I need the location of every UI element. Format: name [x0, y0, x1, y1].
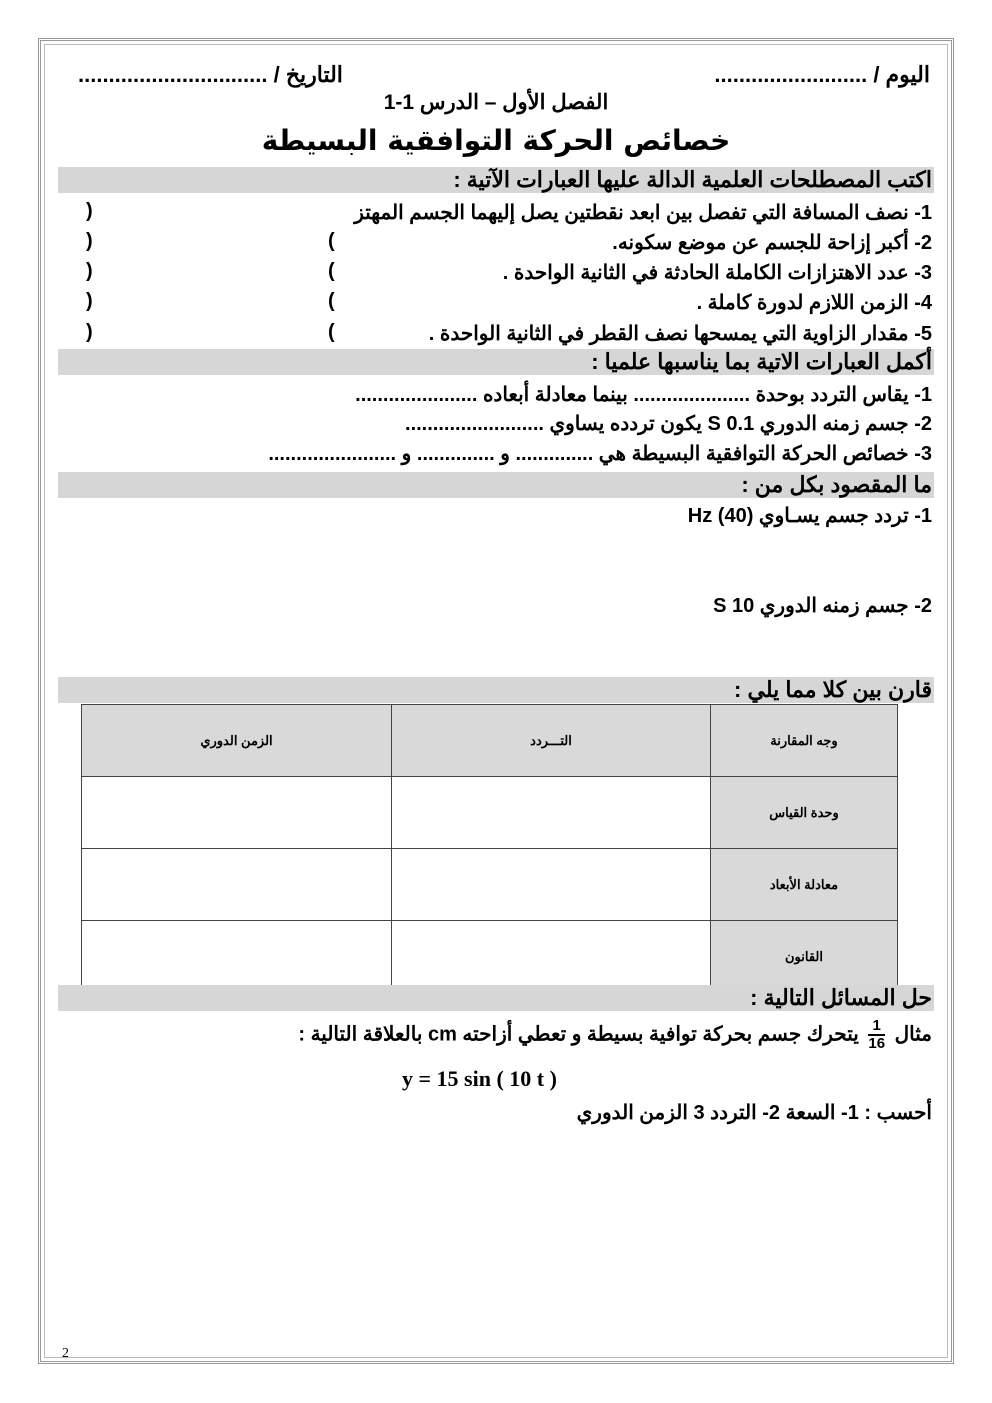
section-heading-bar [58, 985, 934, 1011]
answer-close-paren: ) [86, 321, 93, 343]
fraction-denominator: 16 [868, 1035, 886, 1052]
table-cell[interactable] [82, 921, 392, 993]
section2-heading: أكمل العبارات الاتية بما يناسبها علميا : [591, 349, 932, 374]
fraction-numerator: 1 [868, 1018, 885, 1036]
chapter-label: الفصل الأول – الدرس 1-1 [383, 91, 609, 114]
section-heading-bar [58, 167, 934, 193]
table-header: التـــردد [392, 705, 711, 777]
row-label: القانون [711, 921, 898, 993]
table-cell[interactable] [82, 849, 392, 921]
row-label: معادلة الأبعاد [711, 849, 898, 921]
answer-close-paren: ) [86, 230, 93, 252]
equation: y = 15 sin ( 10 t ) [402, 1066, 557, 1091]
page-title: خصائص الحركة التوافقية البسيطة [261, 124, 731, 157]
date-field: التاريخ / ............................... [78, 62, 343, 87]
example-label: مثال [894, 1023, 932, 1046]
list-item: 2- جسم زمنه الدوري 10 S [713, 595, 932, 617]
fraction [868, 1018, 885, 1052]
table-cell[interactable] [392, 849, 711, 921]
list-item: 1- يقاس التردد بوحدة ..................... بينما معادلة أبعاده ...................... [355, 384, 932, 406]
example-line [298, 1018, 932, 1052]
row-label: وحدة القياس [711, 777, 898, 849]
calculate-line: أحسب : 1- السعة 2- التردد 3 الزمن الدوري [576, 1102, 932, 1124]
section1-heading: اكتب المصطلحات العلمية الدالة عليها العبارات الآتية : [453, 167, 932, 192]
answer-open-paren: ( [328, 230, 335, 252]
answer-close-paren: ) [86, 290, 93, 312]
answer-open-paren: ( [328, 321, 335, 343]
section-heading-bar [58, 349, 934, 375]
example-text: يتحرك جسم بحركة توافية بسيطة و تعطي أزاحته cm بالعلاقة التالية : [298, 1023, 859, 1046]
table-cell[interactable] [392, 777, 711, 849]
table-header: وجه المقارنة [711, 705, 898, 777]
section-heading-bar [58, 677, 934, 703]
answer-open-paren: ( [328, 290, 335, 312]
table-cell[interactable] [82, 777, 392, 849]
comparison-table [81, 704, 898, 993]
day-field: اليوم / ......................... [714, 62, 930, 87]
section-heading-bar [58, 472, 934, 498]
list-item: 3- عدد الاهتزازات الكاملة الحادثة في الثانية الواحدة . [502, 262, 932, 284]
answer-open-paren: ( [328, 260, 335, 282]
section5-heading: حل المسائل التالية : [750, 985, 932, 1010]
table-cell[interactable] [392, 921, 711, 993]
list-item: 1- تردد جسم يسـاوي Hz (40) [687, 505, 932, 527]
list-item: 4- الزمن اللازم لدورة كاملة . [696, 292, 932, 314]
list-item: 1- نصف المسافة التي تفصل بين ابعد نقطتين يصل إليهما الجسم المهتز [354, 202, 932, 224]
list-item: 3- خصائص الحركة التوافقية البسيطة هي .............. و .............. و ....................... [268, 443, 932, 465]
answer-close-paren: ) [86, 260, 93, 282]
list-item: 2- جسم زمنه الدوري 0.1 S يكون تردده يساوي ......................... [405, 413, 932, 435]
section4-heading: قارن بين كلا مما يلي : [734, 677, 932, 702]
section3-heading: ما المقصود بكل من : [741, 472, 932, 497]
page-number: 2 [62, 1346, 69, 1361]
list-item: 2- أكبر إزاحة للجسم عن موضع سكونه. [612, 232, 932, 254]
answer-close-paren: ) [86, 200, 93, 222]
table-header: الزمن الدوري [82, 705, 392, 777]
list-item: 5- مقدار الزاوية التي يمسحها نصف القطر في الثانية الواحدة . [428, 323, 932, 345]
